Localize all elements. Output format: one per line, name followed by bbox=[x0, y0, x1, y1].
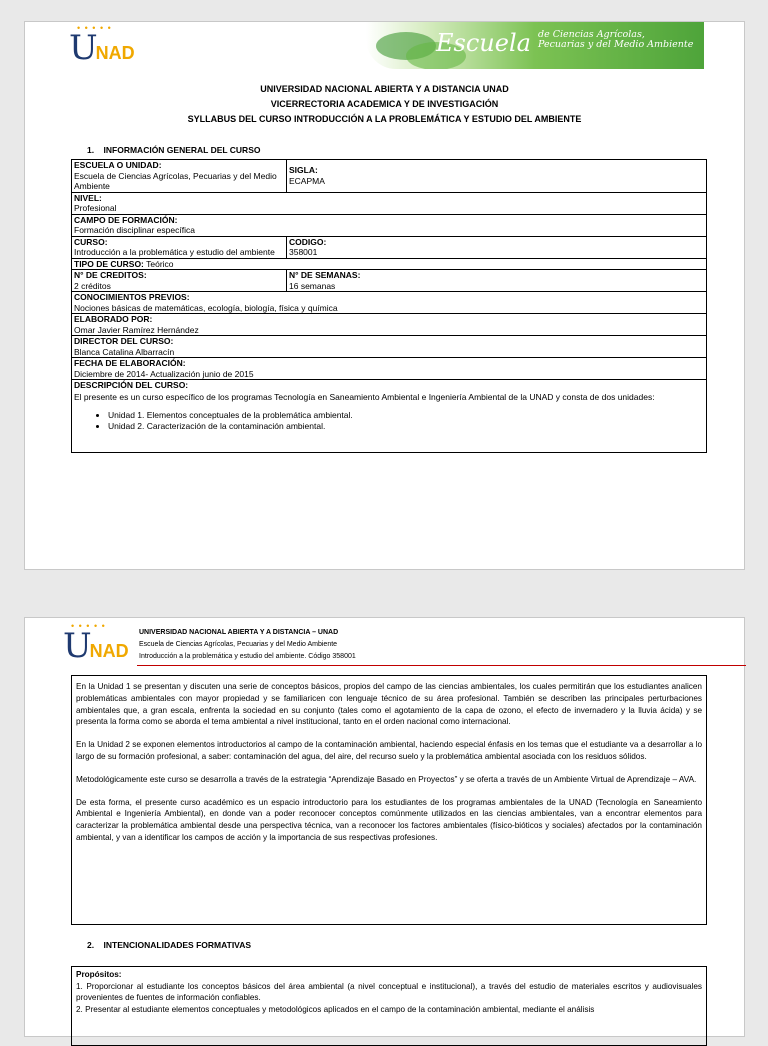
escuela-label: ESCUELA O UNIDAD: bbox=[74, 160, 162, 170]
paragraph: Metodológicamente este curso se desarrolla a través de la estrategia “Aprendizaje Basado en Proyectos” y se oferta a través de un Ambiente Virtual de Aprendizaje – AVA. bbox=[76, 774, 697, 784]
banner-subtitle-line-1: de Ciencias Agrícolas, bbox=[538, 29, 645, 40]
propositos-box bbox=[71, 966, 707, 1046]
list-item: 2. Presentar al estudiante elementos conceptuales y metodológicos aplicados en el campo de la contaminación ambiental, mediante el análisis bbox=[76, 1004, 595, 1014]
tipo-value: Teórico bbox=[143, 258, 174, 269]
logo-dots-icon: • • • • • bbox=[77, 23, 112, 33]
creditos-value: 2 créditos bbox=[74, 280, 111, 291]
table-row bbox=[72, 192, 707, 214]
heading-syllabus: SYLLABUS DEL CURSO INTRODUCCIÓN A LA PROBLEMÁTICA Y ESTUDIO DEL AMBIENTE bbox=[187, 114, 582, 124]
nivel-label: NIVEL: bbox=[74, 192, 102, 203]
info-table bbox=[71, 159, 707, 453]
codigo-value: 358001 bbox=[289, 247, 318, 257]
conocimientos-label: CONOCIMIENTOS PREVIOS: bbox=[74, 292, 190, 302]
logo-nad: NAD bbox=[95, 43, 135, 63]
list-item: • Unidad 2. Caracterización de la contaminación ambiental. bbox=[108, 421, 704, 432]
unad-logo bbox=[63, 621, 129, 666]
logo-dots-icon: • • • • • bbox=[71, 621, 106, 631]
header-university: UNIVERSIDAD NACIONAL ABIERTA Y A DISTANCIA – UNAD bbox=[139, 629, 339, 636]
semanas-value: 16 semanas bbox=[289, 280, 336, 291]
director-value: Blanca Catalina Albarracín bbox=[74, 346, 175, 357]
tipo-label: TIPO DE CURSO: bbox=[74, 258, 144, 269]
table-row bbox=[72, 160, 707, 193]
table-row bbox=[72, 292, 707, 314]
heading-university: UNIVERSIDAD NACIONAL ABIERTA Y A DISTANCIA UNAD bbox=[260, 84, 509, 94]
paragraph: En la Unidad 2 se exponen elementos introductorios al campo de la contaminación ambiental, haciendo especial énfasis en los temas que el estudiante va a desarrollar a lo largo de su formación profesional, a saber: contaminación del agua, del aire, del recurso suelo y la problemática ambiental asociada con los residuos sólidos. bbox=[76, 740, 702, 761]
semanas-cell bbox=[287, 270, 707, 292]
escuela-value: Escuela de Ciencias Agrícolas, Pecuarias y del Medio Ambiente bbox=[74, 170, 277, 191]
table-row bbox=[72, 258, 707, 270]
escuela-banner bbox=[366, 22, 704, 69]
codigo-cell bbox=[287, 236, 707, 258]
fecha-value: Diciembre de 2014- Actualización junio de 2015 bbox=[74, 368, 254, 379]
descripcion-value: El presente es un curso específico de los programas Tecnología en Saneamiento Ambiental e Ingeniería Ambiental de la UNAD y consta de dos unidades: bbox=[74, 391, 655, 402]
descripcion-label: DESCRIPCIÓN DEL CURSO: bbox=[74, 380, 189, 390]
codigo-label: CODIGO: bbox=[289, 236, 327, 247]
page-header bbox=[139, 627, 356, 663]
logo-u: U bbox=[69, 28, 96, 68]
creditos-label: N° DE CREDITOS: bbox=[74, 270, 147, 280]
descripcion-cell bbox=[72, 380, 707, 453]
conocimientos-value: Nociones básicas de matemáticas, ecología, biología, física y química bbox=[74, 302, 338, 313]
table-row bbox=[72, 380, 707, 453]
banner-subtitle bbox=[538, 30, 693, 50]
director-cell bbox=[72, 336, 707, 358]
table-row bbox=[72, 214, 707, 236]
conocimientos-cell bbox=[72, 292, 707, 314]
logo-u: U bbox=[63, 626, 90, 666]
header-divider bbox=[137, 665, 746, 666]
sigla-cell bbox=[287, 160, 707, 193]
banner-title: Escuela bbox=[436, 29, 531, 57]
paragraph: En la Unidad 1 se presentan y discuten una serie de conceptos básicos, propios del campo de las ciencias ambientales, los cuales permitirán que los estudiantes analicen problemáticas ambientales con mayor propiedad y se familiaricen con lenguaje técnico de su área profesional. También se describen las principales perturbaciones ambientales que, a gran escala, enfrenta la sociedad en su conjunto (tales como el agotamiento de la capa de ozono, el efecto de invernadero y la lluvia ácida) y se presenta la forma como se aborda el tema ambiental a nivel institucional, tanto en el orden nacional como internacional. bbox=[76, 682, 702, 727]
escuela-cell bbox=[72, 160, 287, 193]
campo-label: CAMPO DE FORMACIÓN: bbox=[74, 214, 178, 225]
fecha-label: FECHA DE ELABORACIÓN: bbox=[74, 358, 186, 368]
curso-label: CURSO: bbox=[74, 236, 108, 247]
creditos-cell bbox=[72, 270, 287, 292]
sigla-label: SIGLA: bbox=[289, 165, 318, 176]
unad-logo bbox=[69, 23, 135, 68]
list-item: 1. Proporcionar al estudiante los conceptos básicos del área ambiental (a nivel conceptual e institucional), a través del estudio de materiales escritos y audiovisuales provenientes de fuentes de información confiables. bbox=[76, 981, 702, 1002]
nivel-value: Profesional bbox=[74, 203, 117, 213]
table-row bbox=[72, 270, 707, 292]
page-1 bbox=[24, 21, 745, 570]
table-row bbox=[72, 314, 707, 336]
fecha-cell bbox=[72, 358, 707, 380]
curso-cell bbox=[72, 236, 287, 258]
table-row bbox=[72, 336, 707, 358]
table-row bbox=[72, 236, 707, 258]
unidades-list bbox=[74, 410, 704, 432]
elaborado-label: ELABORADO POR: bbox=[74, 314, 153, 324]
table-row bbox=[72, 358, 707, 380]
list-item: • Unidad 1. Elementos conceptuales de la problemática ambiental. bbox=[108, 410, 704, 421]
campo-value: Formación disciplinar específica bbox=[74, 225, 195, 235]
sigla-value: ECAPMA bbox=[289, 175, 325, 186]
tipo-cell bbox=[72, 258, 707, 270]
curso-value: Introducción a la problemática y estudio del ambiente bbox=[74, 247, 275, 257]
page-2 bbox=[24, 617, 745, 1037]
elaborado-cell bbox=[72, 314, 707, 336]
nivel-cell bbox=[72, 192, 707, 214]
semanas-label: N° DE SEMANAS: bbox=[289, 270, 361, 280]
heading-vicerrectoria: VICERRECTORIA ACADEMICA Y DE INVESTIGACIÓN bbox=[270, 99, 499, 109]
section-2-title: 2. INTENCIONALIDADES FORMATIVAS bbox=[87, 940, 252, 950]
logo-nad: NAD bbox=[89, 641, 129, 661]
propositos-label: Propósitos: bbox=[76, 970, 122, 979]
section-1-title: 1. INFORMACIÓN GENERAL DEL CURSO bbox=[87, 145, 261, 155]
campo-cell bbox=[72, 214, 707, 236]
elaborado-value: Omar Javier Ramírez Hernández bbox=[74, 324, 199, 335]
header-course: Introducción a la problemática y estudio del ambiente. Código 358001 bbox=[139, 653, 356, 660]
description-box bbox=[71, 675, 707, 925]
paragraph: De esta forma, el presente curso académico es un espacio introductorio para los estudiantes de los programas ambientales de la UNAD (Tecnología en Saneamiento Ambiental e Ingeniería Ambiental), en donde van a poder reconocer conceptos comúnmente utilizados en las ciencias ambientales, van a encontrar elementos para caracterizar la problemática ambiental desde una perspectiva técnica, van a reconocer los factores ambientales (físico-bióticos y sociales) afectados por la contaminación ambiental, y van a identificar los campos de acción y la importancia de sus respectivas profesiones. bbox=[76, 797, 702, 842]
director-label: DIRECTOR DEL CURSO: bbox=[74, 336, 174, 346]
header-escuela: Escuela de Ciencias Agrícolas, Pecuarias y del Medio Ambiente bbox=[139, 641, 338, 648]
banner-subtitle-line-2: Pecuarias y del Medio Ambiente bbox=[538, 39, 694, 50]
